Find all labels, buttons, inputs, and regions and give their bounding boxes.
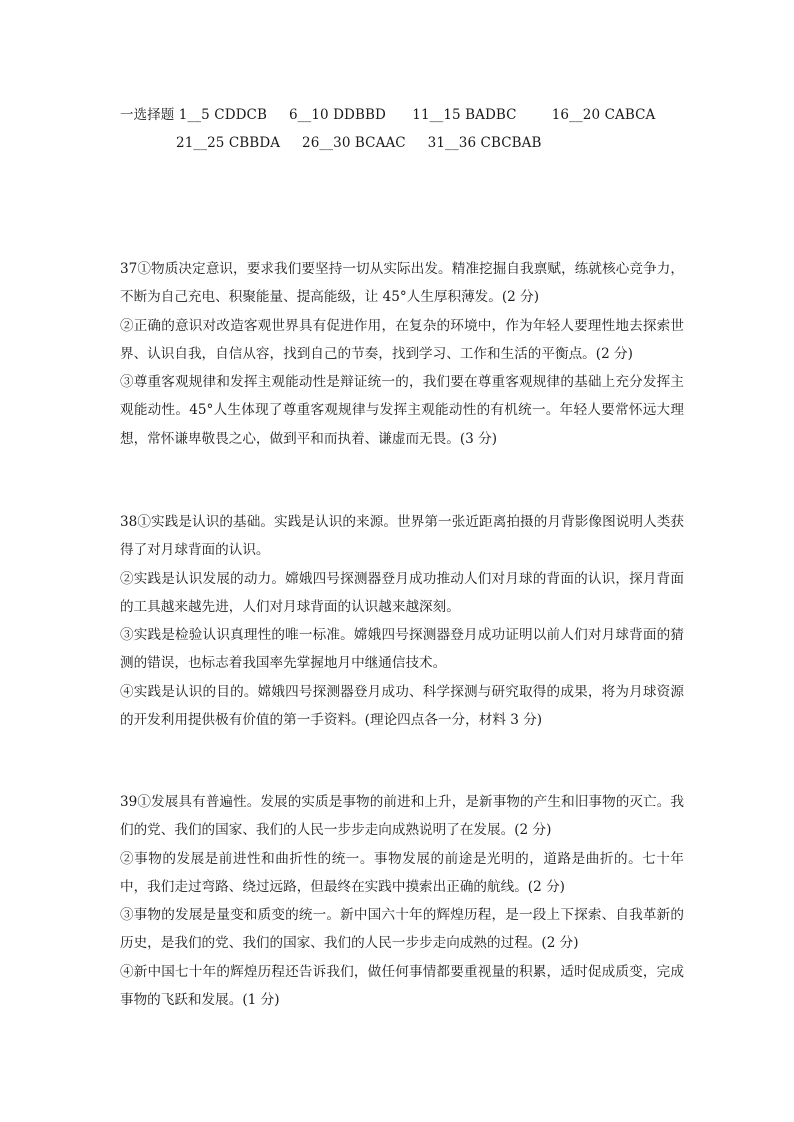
answer-paragraph: ③实践是检验认识真理性的唯一标准。嫦娥四号探测器登月成功证明以前人们对月球背面的猜测的错误，也标志着我国率先掌握地月中继通信技术。 [120, 627, 684, 672]
question-39-answer [120, 788, 684, 1014]
answer-paragraph: ④新中国七十年的辉煌历程还告诉我们，做任何事情都要重视量的积累，适时促成质变，完成事物的飞跃和发展。(1 分) [120, 963, 684, 1009]
answer-paragraph: ④实践是认识的目的。嫦娥四号探测器登月成功、科学探测与研究取得的成果，将为月球资源的开发利用提供极有价值的第一手资料。(理论四点各一分，材料 3 分) [120, 683, 684, 729]
question-38-answer [120, 508, 684, 734]
answer-paragraph: ②正确的意识对改造客观世界具有促进作用，在复杂的环境中，作为年轻人要理性地去探索世界、认识自我，自信从容，找到自己的节奏，找到学习、工作和生活的平衡点。(2 分) [120, 317, 684, 362]
answer-paragraph: 39①发展具有普遍性。发展的实质是事物的前进和上升，是新事物的产生和旧事物的灭亡。我们的党、我们的国家、我们的人民一步步走向成熟说明了在发展。(2 分) [120, 794, 684, 839]
answer-paragraph: 37①物质决定意识，要求我们要坚持一切从实际出发。精准挖掘自我禀赋，练就核心竞争力，不断为自己充电、积聚能量、提高能级，让 45°人生厚积薄发。(2 分) [120, 261, 684, 306]
question-37-answer [120, 255, 684, 453]
answer-paragraph: ②实践是认识发展的动力。嫦娥四号探测器登月成功推动人们对月球的背面的认识，探月背面的工具越来越先进，人们对月球背面的认识越来越深刻。 [120, 570, 684, 615]
multiple-choice-answers-line-1: 一选择题 1__5 CDDCB 6__10 DDBBD 11__15 BADBC 16__20 CABCA [120, 107, 656, 123]
answer-paragraph: 38①实践是认识的基础。实践是认识的来源。世界第一张近距离拍摄的月背影像图说明人类获得了对月球背面的认识。 [120, 514, 684, 559]
multiple-choice-answers-line-2: 21__25 CBBDA 26__30 BCAAC 31__36 CBCBAB [176, 135, 542, 151]
answer-paragraph: ③尊重客观规律和发挥主观能动性是辩证统一的，我们要在尊重客观规律的基础上充分发挥主观能动性。45°人生体现了尊重客观规律与发挥主观能动性的有机统一。年轻人要常怀远大理想，常怀谦卑敬畏之心，做到平和而执着、谦虚而无畏。(3 分) [120, 374, 684, 447]
answer-paragraph: ②事物的发展是前进性和曲折性的统一。事物发展的前途是光明的，道路是曲折的。七十年中，我们走过弯路、绕过远路，但最终在实践中摸索出正确的航线。(2 分) [120, 850, 684, 895]
answer-paragraph: ③事物的发展是量变和质变的统一。新中国六十年的辉煌历程，是一段上下探索、自我革新的历史，是我们的党、我们的国家、我们的人民一步步走向成熟的过程。(2 分) [120, 907, 684, 952]
